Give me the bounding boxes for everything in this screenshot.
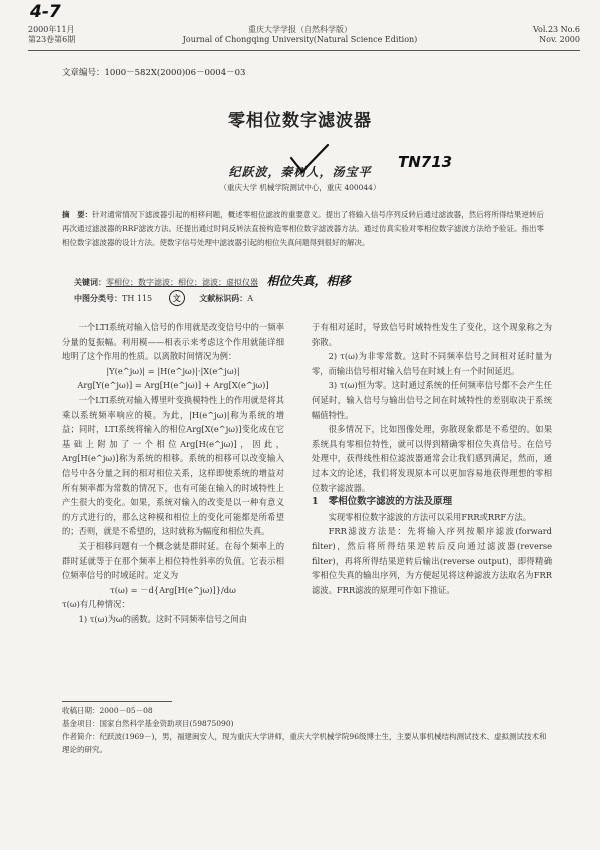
right-para-3: 3) τ(ω)恒为零。这时通过系统的任何频率信号都不会产生任何延时，输入信号与输出信号之间在时域特性的差别取决于系统幅值特性。 [312,380,552,420]
footnote-received: 收稿日期：2000－05－08 [62,706,153,715]
doc-code-label: 文献标识码： [199,293,248,303]
check-mark-icon [288,142,332,176]
equation-magnitude: |Y(e^jω)| = |H(e^jω)|·|X(e^jω)| [106,365,240,376]
left-para-4: τ(ω)有几种情况： [62,599,130,610]
left-para-2: 一个LTI系统对输入傅里叶变换模特性上的作用就是将其乘以系统频率响应的模。为此，|H(e^jω)|称为系统的增益；同时，LTI系统将输入的相位Arg[X(e^jω)]变化成在它基础上附加了一个相位Arg[H(e^jω)]，因此，Arg[H(e^jω)]称为系统的相移。系统的相移可以改变输入信号中各分量之间的相对相位关系，这样即使系统的增益对所有频率都为常数的情况下，也有可能在输入的时域特性上产生很大的变化。如果，系统对输入的改变是以一种有意义的方式进行的，那么这种模和相位上的变化可能都是所希望的；否则，就是不希望的，这时就称为幅度和相位失真。 [62,394,284,537]
abstract [62,208,544,250]
handwritten-classification: TN713 [398,153,453,171]
footnote-author: 作者简介：纪跃波(1969－)，男，福建闽安人，现为重庆大学讲师，重庆大学机械学院96级博士生，主要从事机械结构测试技术、虚拟测试技术和理论的研究。 [62,732,547,754]
keywords-label: 关键词： [74,277,106,287]
abstract-text: 针对通常情况下滤波器引起的相移问题，概述零相位滤波的重要意义。提出了将输入信号序列反转后通过滤波器，然后将所得结果逆转后再次通过滤波器的RRF滤波方法。还提出通过时间反转法直接构造零相位数字滤波器方法。通过仿真实验对零相位数字滤波方法给予验证。指出零相位数字滤波器的设计方法。使数字信号处理中滤波器引起的相位失真问题得到很好的解决。 [62,210,545,247]
header-left [28,25,148,45]
right-para-1: 于有相对延时，导致信号时域特性发生了变化，这个现象称之为弥散。 [312,322,552,347]
right-column [312,320,552,670]
authors: 纪跃波，秦树人，汤宝平 [228,165,372,179]
keywords-text: 零相位；数字滤波；相位；滤波；虚拟仪器 [106,278,258,287]
equation-group-delay: τ(ω) = －d{Arg[H(e^jω)]}/dω [110,584,236,595]
header-journal-cn: 重庆大学学报（自然科学版） [248,25,352,34]
header-volume: 第23卷第6期 [28,35,76,44]
clc-label: 中图分类号： [74,293,122,303]
footnote-fund: 基金项目：国家自然科学基金资助项目(59875090) [62,719,234,728]
header-date-en: Nov. 2000 [539,35,580,44]
right-para-6: FRR滤波方法是：先将输入序列按顺序滤波(forward filter)，然后将所得结果逆转后反向通过滤波器(reverse filter)，再将所得结果逆转后输出(reverse output)，即得精确零相位失真的输出序列，为方便起见将这种滤波方法取名为FRR滤波。FRR滤波的原理可作如下推证。 [312,526,552,595]
right-para-4: 很多情况下，比如图像处理，弥散现象都是不希望的。如果系统具有零相位特性，就可以得到精确零相位失真信号。在信号处理中，获得线性相位滤波器通常会让我们感到满足，然而，通过本文的论述，我们将发现原本可以更加容易地获得理想的零相位数字滤波器。 [312,424,552,493]
handwritten-page-mark: 4-7 [30,2,61,22]
article-number: 文章编号：1000－582X(2000)06－0004－03 [62,68,246,78]
header-vol-en: Vol.23 No.6 [533,25,580,34]
doc-code-value: A [247,294,253,303]
header-right [470,25,580,45]
footnotes [62,704,552,756]
affiliation: （重庆大学 机械学院测试中心，重庆 400044） [219,183,381,192]
right-para-2: 2) τ(ω)为非零常数。这时不同频率信号之间相对延时量为零，而输出信号相对输入信号在时域上有一个时间延迟。 [312,351,552,376]
section-number: 1 [312,496,319,508]
stamp-icon: 文 [169,290,185,306]
footnote-rule [62,701,172,702]
keywords [74,272,574,289]
header-date: 2000年11月 [28,25,75,34]
equation-phase: Arg[Y(e^jω)] = Arg[H(e^jω)] + Arg[X(e^jω)] [77,380,269,391]
header-center [170,25,430,45]
right-para-5: 实现零相位数字滤波的方法可以采用FRR或RRF方法。 [328,511,532,522]
left-column [62,320,284,700]
abstract-label: 摘 要： [62,210,93,219]
left-para-5: 1) τ(ω)为ω的函数。这时不同频率信号之间由 [78,613,248,624]
clc-value: TH 115 [122,294,153,303]
paper-title: 零相位数字滤波器 [228,111,372,131]
section-title: 零相位数字滤波的方法及原理 [328,496,453,508]
header-journal-en: Journal of Chongqing University(Natural Science Edition) [182,35,418,44]
section-heading [312,495,552,510]
header-rule [28,50,580,51]
keywords-handwritten: 相位失真，相移 [266,274,351,288]
classification [74,290,494,306]
left-para-1: 一个LTI系统对输入信号的作用就是改变信号中的一频率分量的复振幅。利用模——相表示来考虑这个作用就能详细地明了这个作用的性质。以离散时间情况为例： [62,322,284,362]
left-para-3: 关于相移问题有一个概念就是群时延。在每个频率上的群时延就等于在那个频率上相位特性斜率的负值。它表示相位频率信号的时域延时。定义为 [62,540,284,581]
